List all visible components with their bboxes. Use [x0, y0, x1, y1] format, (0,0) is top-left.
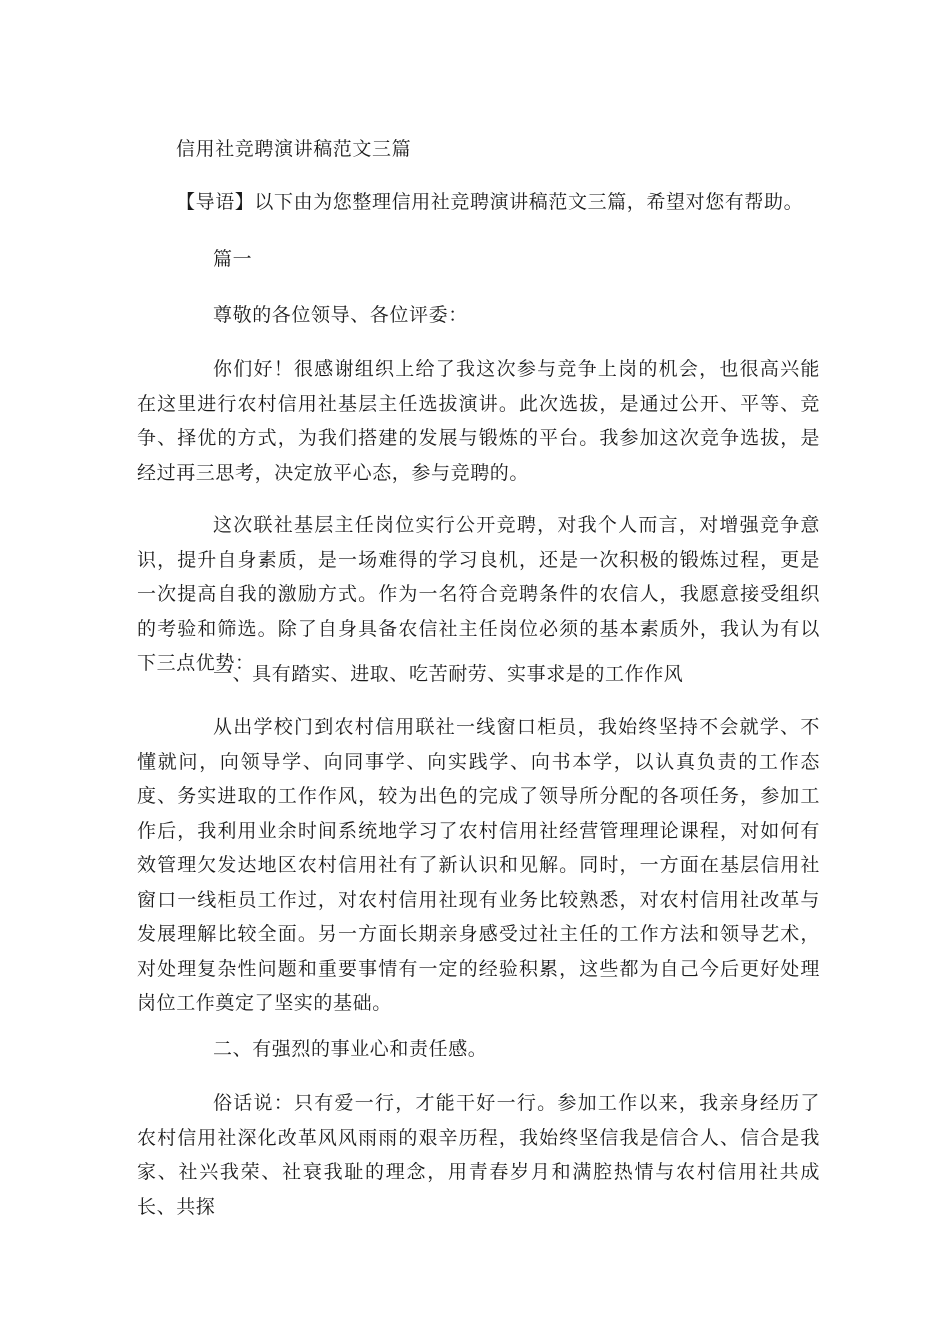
paragraph-greeting: 你们好！很感谢组织上给了我这次参与竞争上岗的机会，也很高兴能在这里进行农村信用社基层主任选拔演讲。此次选拔，是通过公开、平等、竞争、择优的方式，为我们搭建的发展与锻炼的平台。我参加这次竞争选拔，是经过再三思考，决定放平心态，参与竞聘的。 [137, 358, 820, 484]
paragraph-work-style: 从出学校门到农村信用联社一线窗口柜员，我始终坚持不会就学、不懂就问，向领导学、向同事学、向实践学、向书本学，以认真负责的工作态度、务实进取的工作作风，较为出色的完成了领导所分配的各项任务，参加工作后，我利用业余时间系统地学习了农村信用社经营管理理论课程，对如何有效管理欠发达地区农村信用社有了新认识和见解。同时，一方面在基层信用社窗口一线柜员工作过，对农村信用社现有业务比较熟悉，对农村信用社改革与发展理解比较全面。另一方面长期亲身感受过社主任的工作方法和领导艺术，对处理复杂性问题和重要事情有一定的经验积累，这些都为自己今后更好处理岗位工作奠定了坚实的基础。 [137, 716, 820, 1014]
paragraph-dedication: 俗话说：只有爱一行，才能干好一行。参加工作以来，我亲身经历了农村信用社深化改革风风雨雨的艰辛历程，我始终坚信我是信合人、信合是我家、社兴我荣、社衰我耻的理念，用青春岁月和满腔热情与农村信用社共成长、共探 [137, 1092, 820, 1218]
paragraph-competition: 这次联社基层主任岗位实行公开竞聘，对我个人而言，对增强竞争意识，提升自身素质，是一场难得的学习良机，还是一次积极的锻炼过程，更是一次提高自我的激励方式。作为一名符合竞聘条件的农信人，我愿意接受组织的考验和筛选。除了自身具备农信社主任岗位必须的基本素质外，我认为有以下三点优势： [137, 514, 820, 674]
point-heading-one: 一、具有踏实、进取、吃苦耐劳、实事求是的工作作风 [213, 663, 684, 685]
section-heading-part-one: 篇一 [213, 248, 253, 270]
document-title: 信用社竞聘演讲稿范文三篇 [176, 138, 412, 160]
point-heading-two: 二、有强烈的事业心和责任感。 [213, 1038, 488, 1060]
intro-text: 【导语】以下由为您整理信用社竞聘演讲稿范文三篇，希望对您有帮助。 [176, 191, 804, 213]
salutation: 尊敬的各位领导、各位评委： [213, 304, 468, 326]
